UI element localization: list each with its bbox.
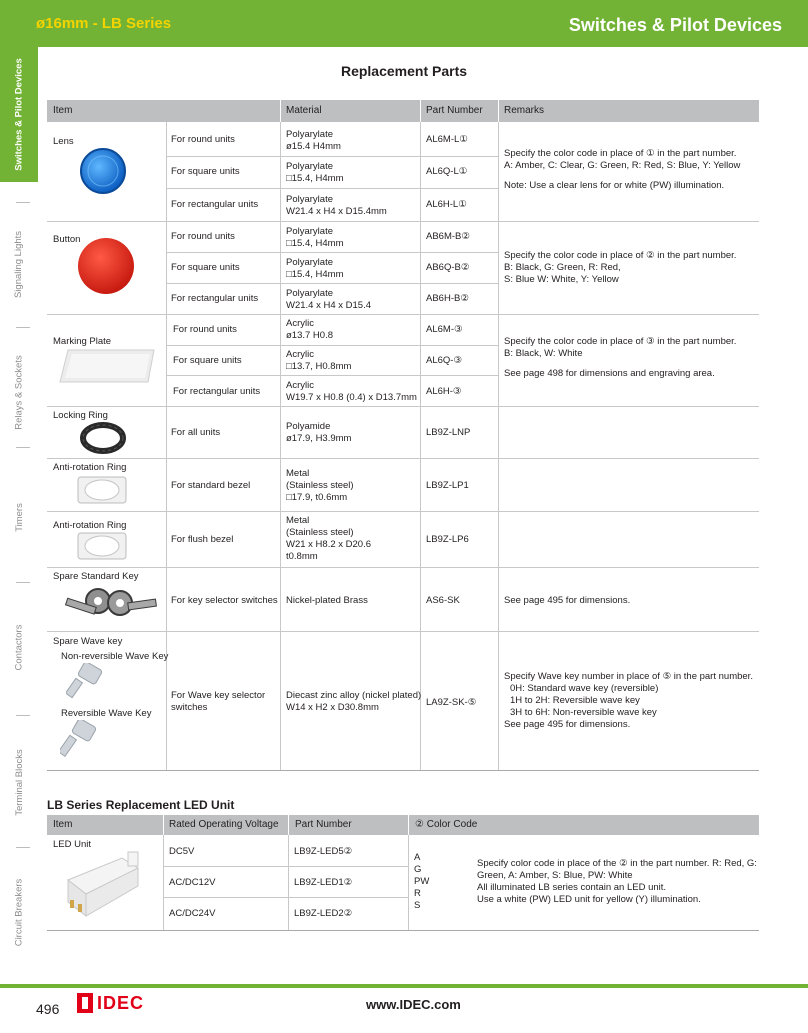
remark-line: Specify color code in place of the ② in the part number. R: Red, G: bbox=[477, 858, 757, 869]
reversible-key-image bbox=[60, 720, 100, 760]
row-divider bbox=[166, 375, 498, 376]
sidebar-divider bbox=[16, 447, 30, 448]
group-divider bbox=[47, 511, 759, 512]
material-line: ø13.7 H0.8 bbox=[286, 330, 333, 341]
row-divider bbox=[163, 897, 408, 898]
page-title: Replacement Parts bbox=[340, 63, 468, 79]
row-divider bbox=[166, 156, 498, 157]
color-code: S bbox=[414, 900, 421, 911]
material-line: □15.4, H4mm bbox=[286, 238, 344, 249]
material-line: Acrylic bbox=[286, 380, 314, 391]
group-divider bbox=[47, 314, 759, 315]
sidebar-divider bbox=[16, 582, 30, 583]
top-banner bbox=[0, 0, 808, 47]
led-col-item: Item bbox=[53, 819, 73, 830]
material-line: W21.4 x H4 x D15.4 bbox=[286, 300, 372, 311]
material-line: Acrylic bbox=[286, 318, 314, 329]
remark-line: B: Black, G: Green, R: Red, bbox=[504, 262, 621, 273]
lens-mat-rect bbox=[286, 194, 387, 218]
header-divider bbox=[420, 100, 421, 122]
locking-material bbox=[286, 421, 351, 445]
locking-ring-image bbox=[80, 422, 126, 454]
material-line: Polyarylate bbox=[286, 129, 333, 140]
table-bottom-rule bbox=[47, 770, 759, 771]
marking-mat-rect bbox=[286, 380, 417, 404]
material-line: Diecast zinc alloy (nickel plated) bbox=[286, 690, 422, 701]
material-line: Polyarylate bbox=[286, 226, 333, 237]
col-divider bbox=[288, 835, 289, 930]
marking-type-round: For round units bbox=[173, 324, 237, 335]
marking-pn-round: AL6M-③ bbox=[426, 324, 463, 335]
remark-line: 3H to 6H: Non-reversible wave key bbox=[510, 707, 657, 718]
anti1-pn: LB9Z-LP1 bbox=[426, 480, 469, 491]
led-color-codes bbox=[414, 852, 429, 912]
button-type-round: For round units bbox=[171, 231, 235, 242]
lens-image bbox=[78, 146, 128, 196]
col-divider bbox=[420, 122, 421, 770]
sidebar-tab-timers[interactable]: Timers bbox=[13, 502, 25, 532]
material-line: W14 x H2 x D30.8mm bbox=[286, 702, 379, 713]
header-divider bbox=[280, 100, 281, 122]
remark-line: Specify the color code in place of ① in the part number. bbox=[504, 148, 737, 159]
item-anti-rotation-standard: Anti-rotation Ring bbox=[53, 462, 127, 473]
material-line: □17.9, t0.6mm bbox=[286, 492, 348, 503]
sidebar-divider bbox=[16, 715, 30, 716]
row-divider bbox=[166, 345, 498, 346]
marking-mat-round bbox=[286, 318, 333, 342]
table-bottom-rule bbox=[47, 930, 759, 931]
sidebar-divider bbox=[16, 327, 30, 328]
wave-key-reversible-label: Reversible Wave Key bbox=[61, 708, 152, 719]
material-line: Polyarylate bbox=[286, 161, 333, 172]
remark-line: Specify the color code in place of ③ in the part number. bbox=[504, 336, 737, 347]
led-pn-1: LB9Z-LED5② bbox=[294, 846, 353, 857]
marking-type-rect: For rectangular units bbox=[173, 386, 261, 397]
logo-text: IDEC bbox=[97, 992, 145, 1013]
led-table-header bbox=[47, 815, 759, 835]
wave-remarks bbox=[504, 671, 756, 731]
button-pn-rect: AB6H-B② bbox=[426, 293, 469, 304]
type-line: For Wave key selector bbox=[171, 690, 266, 701]
anti2-pn: LB9Z-LP6 bbox=[426, 534, 469, 545]
item-marking-plate: Marking Plate bbox=[53, 336, 112, 347]
button-image bbox=[77, 234, 135, 298]
led-voltage-2: AC/DC12V bbox=[169, 877, 216, 888]
led-pn-2: LB9Z-LED1② bbox=[294, 877, 353, 888]
color-code: G bbox=[414, 864, 422, 875]
sidebar-divider bbox=[16, 847, 30, 848]
led-item: LED Unit bbox=[53, 839, 92, 850]
parts-table-header bbox=[47, 100, 759, 122]
remark-line: Use a white (PW) LED unit for yellow (Y) illumination. bbox=[477, 894, 701, 905]
footer-rule bbox=[0, 984, 808, 988]
sidebar-tab-switches[interactable]: Switches & Pilot Devices bbox=[13, 58, 25, 171]
remark-line: 0H: Standard wave key (reversible) bbox=[510, 683, 659, 694]
item-locking-ring: Locking Ring bbox=[53, 410, 108, 421]
header-divider bbox=[498, 100, 499, 122]
group-divider bbox=[47, 458, 759, 459]
page-number: 496 bbox=[36, 1001, 60, 1017]
color-code: A bbox=[414, 852, 421, 863]
spare-type: For key selector switches bbox=[171, 595, 278, 606]
anti2-material bbox=[286, 515, 371, 563]
remark-line: See page 498 for dimensions and engraving area. bbox=[504, 368, 715, 379]
col-divider bbox=[163, 835, 164, 930]
group-divider bbox=[47, 631, 759, 632]
button-mat-rect bbox=[286, 288, 371, 312]
marking-mat-square bbox=[286, 349, 351, 373]
led-voltage-1: DC5V bbox=[169, 846, 195, 857]
wave-material bbox=[286, 690, 421, 714]
marking-type-square: For square units bbox=[173, 355, 242, 366]
col-remarks: Remarks bbox=[504, 105, 545, 116]
remark-line: Specify the color code in place of ② in the part number. bbox=[504, 250, 737, 261]
lens-type-square: For square units bbox=[171, 166, 240, 177]
col-divider bbox=[166, 122, 167, 770]
anti1-type: For standard bezel bbox=[171, 480, 251, 491]
material-line: Polyarylate bbox=[286, 194, 333, 205]
header-divider bbox=[288, 815, 289, 835]
lens-mat-round bbox=[286, 129, 341, 153]
logo-mark-icon bbox=[77, 993, 93, 1013]
led-unit-image bbox=[62, 850, 144, 922]
material-line: Metal bbox=[286, 515, 310, 526]
color-code: PW bbox=[414, 876, 430, 887]
col-divider bbox=[408, 835, 409, 930]
sidebar-tab-relays[interactable]: Relays & Sockets bbox=[13, 354, 25, 430]
group-divider bbox=[47, 406, 759, 407]
button-pn-round: AB6M-B② bbox=[426, 231, 470, 242]
material-line: □13.7, H0.8mm bbox=[286, 361, 352, 372]
col-divider bbox=[498, 122, 499, 770]
lens-mat-square bbox=[286, 161, 343, 185]
button-remarks bbox=[504, 250, 754, 286]
row-divider bbox=[166, 283, 498, 284]
remark-line: B: Black, W: White bbox=[504, 348, 583, 359]
col-part-number: Part Number bbox=[426, 105, 483, 116]
type-line: switches bbox=[171, 702, 208, 713]
led-col-color-code: ② Color Code bbox=[415, 819, 478, 830]
locking-pn: LB9Z-LNP bbox=[426, 427, 471, 438]
marking-remarks bbox=[504, 336, 754, 380]
lens-type-rect: For rectangular units bbox=[171, 199, 259, 210]
sidebar-tab-contactors[interactable]: Contactors bbox=[13, 624, 25, 670]
material-line: (Stainless steel) bbox=[286, 527, 354, 538]
material-line: ø17.9, H3.9mm bbox=[286, 433, 352, 444]
material-line: W19.7 x H0.8 (0.4) x D13.7mm bbox=[286, 392, 417, 403]
wave-pn: LA9Z-SK-⑤ bbox=[426, 697, 477, 708]
material-line: W21 x H8.2 x D20.6 bbox=[286, 539, 372, 550]
anti-rotation-standard-image bbox=[74, 474, 130, 506]
button-mat-round bbox=[286, 226, 343, 250]
header-divider bbox=[163, 815, 164, 835]
material-line: □15.4, H4mm bbox=[286, 269, 344, 280]
col-divider bbox=[280, 122, 281, 770]
remark-line: A: Amber, C: Clear, G: Green, R: Red, S: Blue, Y: Yellow bbox=[504, 160, 741, 171]
sidebar-tab-signaling[interactable]: Signaling Lights bbox=[13, 230, 25, 299]
row-divider bbox=[166, 188, 498, 189]
lens-pn-rect: AL6H-L① bbox=[426, 199, 467, 210]
material-line: Polyamide bbox=[286, 421, 331, 432]
category-title: Switches & Pilot Devices bbox=[568, 15, 782, 35]
section-sidebar bbox=[0, 47, 38, 967]
item-button: Button bbox=[53, 234, 81, 245]
spare-pn: AS6-SK bbox=[426, 595, 460, 606]
spare-remarks: See page 495 for dimensions. bbox=[504, 595, 631, 606]
wave-type bbox=[171, 690, 265, 714]
item-wave-key: Spare Wave key bbox=[53, 636, 123, 647]
button-type-square: For square units bbox=[171, 262, 240, 273]
idec-logo bbox=[77, 992, 151, 1014]
item-spare-key: Spare Standard Key bbox=[53, 571, 139, 582]
material-line: Polyarylate bbox=[286, 257, 333, 268]
remark-line: Specify Wave key number in place of ⑤ in the part number. bbox=[504, 671, 753, 682]
remark-line: Note: Use a clear lens for or white (PW) illumination. bbox=[504, 180, 725, 191]
material-line: W21.4 x H4 x D15.4mm bbox=[286, 206, 387, 217]
item-lens: Lens bbox=[53, 136, 74, 147]
marking-pn-rect: AL6H-③ bbox=[426, 386, 462, 397]
led-pn-3: LB9Z-LED2② bbox=[294, 908, 353, 919]
remark-line: All illuminated LB series contain an LED unit. bbox=[477, 882, 667, 893]
item-anti-rotation-flush: Anti-rotation Ring bbox=[53, 520, 127, 531]
material-line: t0.8mm bbox=[286, 551, 318, 562]
material-line: ø15.4 H4mm bbox=[286, 141, 341, 152]
remark-line: Green, A: Amber, S: Blue, PW: White bbox=[477, 870, 633, 881]
row-divider bbox=[163, 866, 408, 867]
led-section-title: LB Series Replacement LED Unit bbox=[47, 798, 235, 812]
marking-plate-image bbox=[58, 348, 158, 384]
col-material: Material bbox=[286, 105, 322, 116]
button-mat-square bbox=[286, 257, 343, 281]
material-line: Acrylic bbox=[286, 349, 314, 360]
lens-remarks bbox=[504, 148, 754, 192]
lens-pn-square: AL6Q-L① bbox=[426, 166, 468, 177]
lens-pn-round: AL6M-L① bbox=[426, 134, 468, 145]
wave-key-nonreversible-label: Non-reversible Wave Key bbox=[61, 651, 169, 662]
remark-line: See page 495 for dimensions. bbox=[504, 719, 631, 730]
button-type-rect: For rectangular units bbox=[171, 293, 259, 304]
remark-line: S: Blue W: White, Y: Yellow bbox=[504, 274, 619, 285]
spare-key-image bbox=[62, 583, 160, 625]
led-col-part-number: Part Number bbox=[295, 819, 352, 830]
anti1-material bbox=[286, 468, 354, 504]
nonreversible-key-image bbox=[66, 663, 106, 699]
led-col-voltage: Rated Operating Voltage bbox=[169, 819, 279, 830]
group-divider bbox=[47, 567, 759, 568]
led-remarks bbox=[477, 858, 759, 906]
led-voltage-3: AC/DC24V bbox=[169, 908, 216, 919]
remark-line: 1H to 2H: Reversible wave key bbox=[510, 695, 640, 706]
lens-type-round: For round units bbox=[171, 134, 235, 145]
sidebar-tab-breakers[interactable]: Circuit Breakers bbox=[13, 878, 25, 946]
material-line: □15.4, H4mm bbox=[286, 173, 344, 184]
header-divider bbox=[408, 815, 409, 835]
button-pn-square: AB6Q-B② bbox=[426, 262, 470, 273]
group-divider bbox=[47, 221, 759, 222]
material-line: (Stainless steel) bbox=[286, 480, 354, 491]
footer-url[interactable]: www.IDEC.com bbox=[366, 997, 461, 1012]
material-line: Metal bbox=[286, 468, 310, 479]
sidebar-divider bbox=[16, 202, 30, 203]
spare-material: Nickel-plated Brass bbox=[286, 595, 368, 606]
sidebar-tab-terminal[interactable]: Terminal Blocks bbox=[13, 748, 25, 816]
locking-type: For all units bbox=[171, 427, 221, 438]
col-item: Item bbox=[53, 105, 73, 116]
marking-pn-square: AL6Q-③ bbox=[426, 355, 462, 366]
color-code: R bbox=[414, 888, 421, 899]
row-divider bbox=[166, 252, 498, 253]
anti2-type: For flush bezel bbox=[171, 534, 234, 545]
material-line: Polyarylate bbox=[286, 288, 333, 299]
anti-rotation-flush-image bbox=[74, 530, 130, 562]
series-label: ø16mm - LB Series bbox=[36, 15, 172, 32]
